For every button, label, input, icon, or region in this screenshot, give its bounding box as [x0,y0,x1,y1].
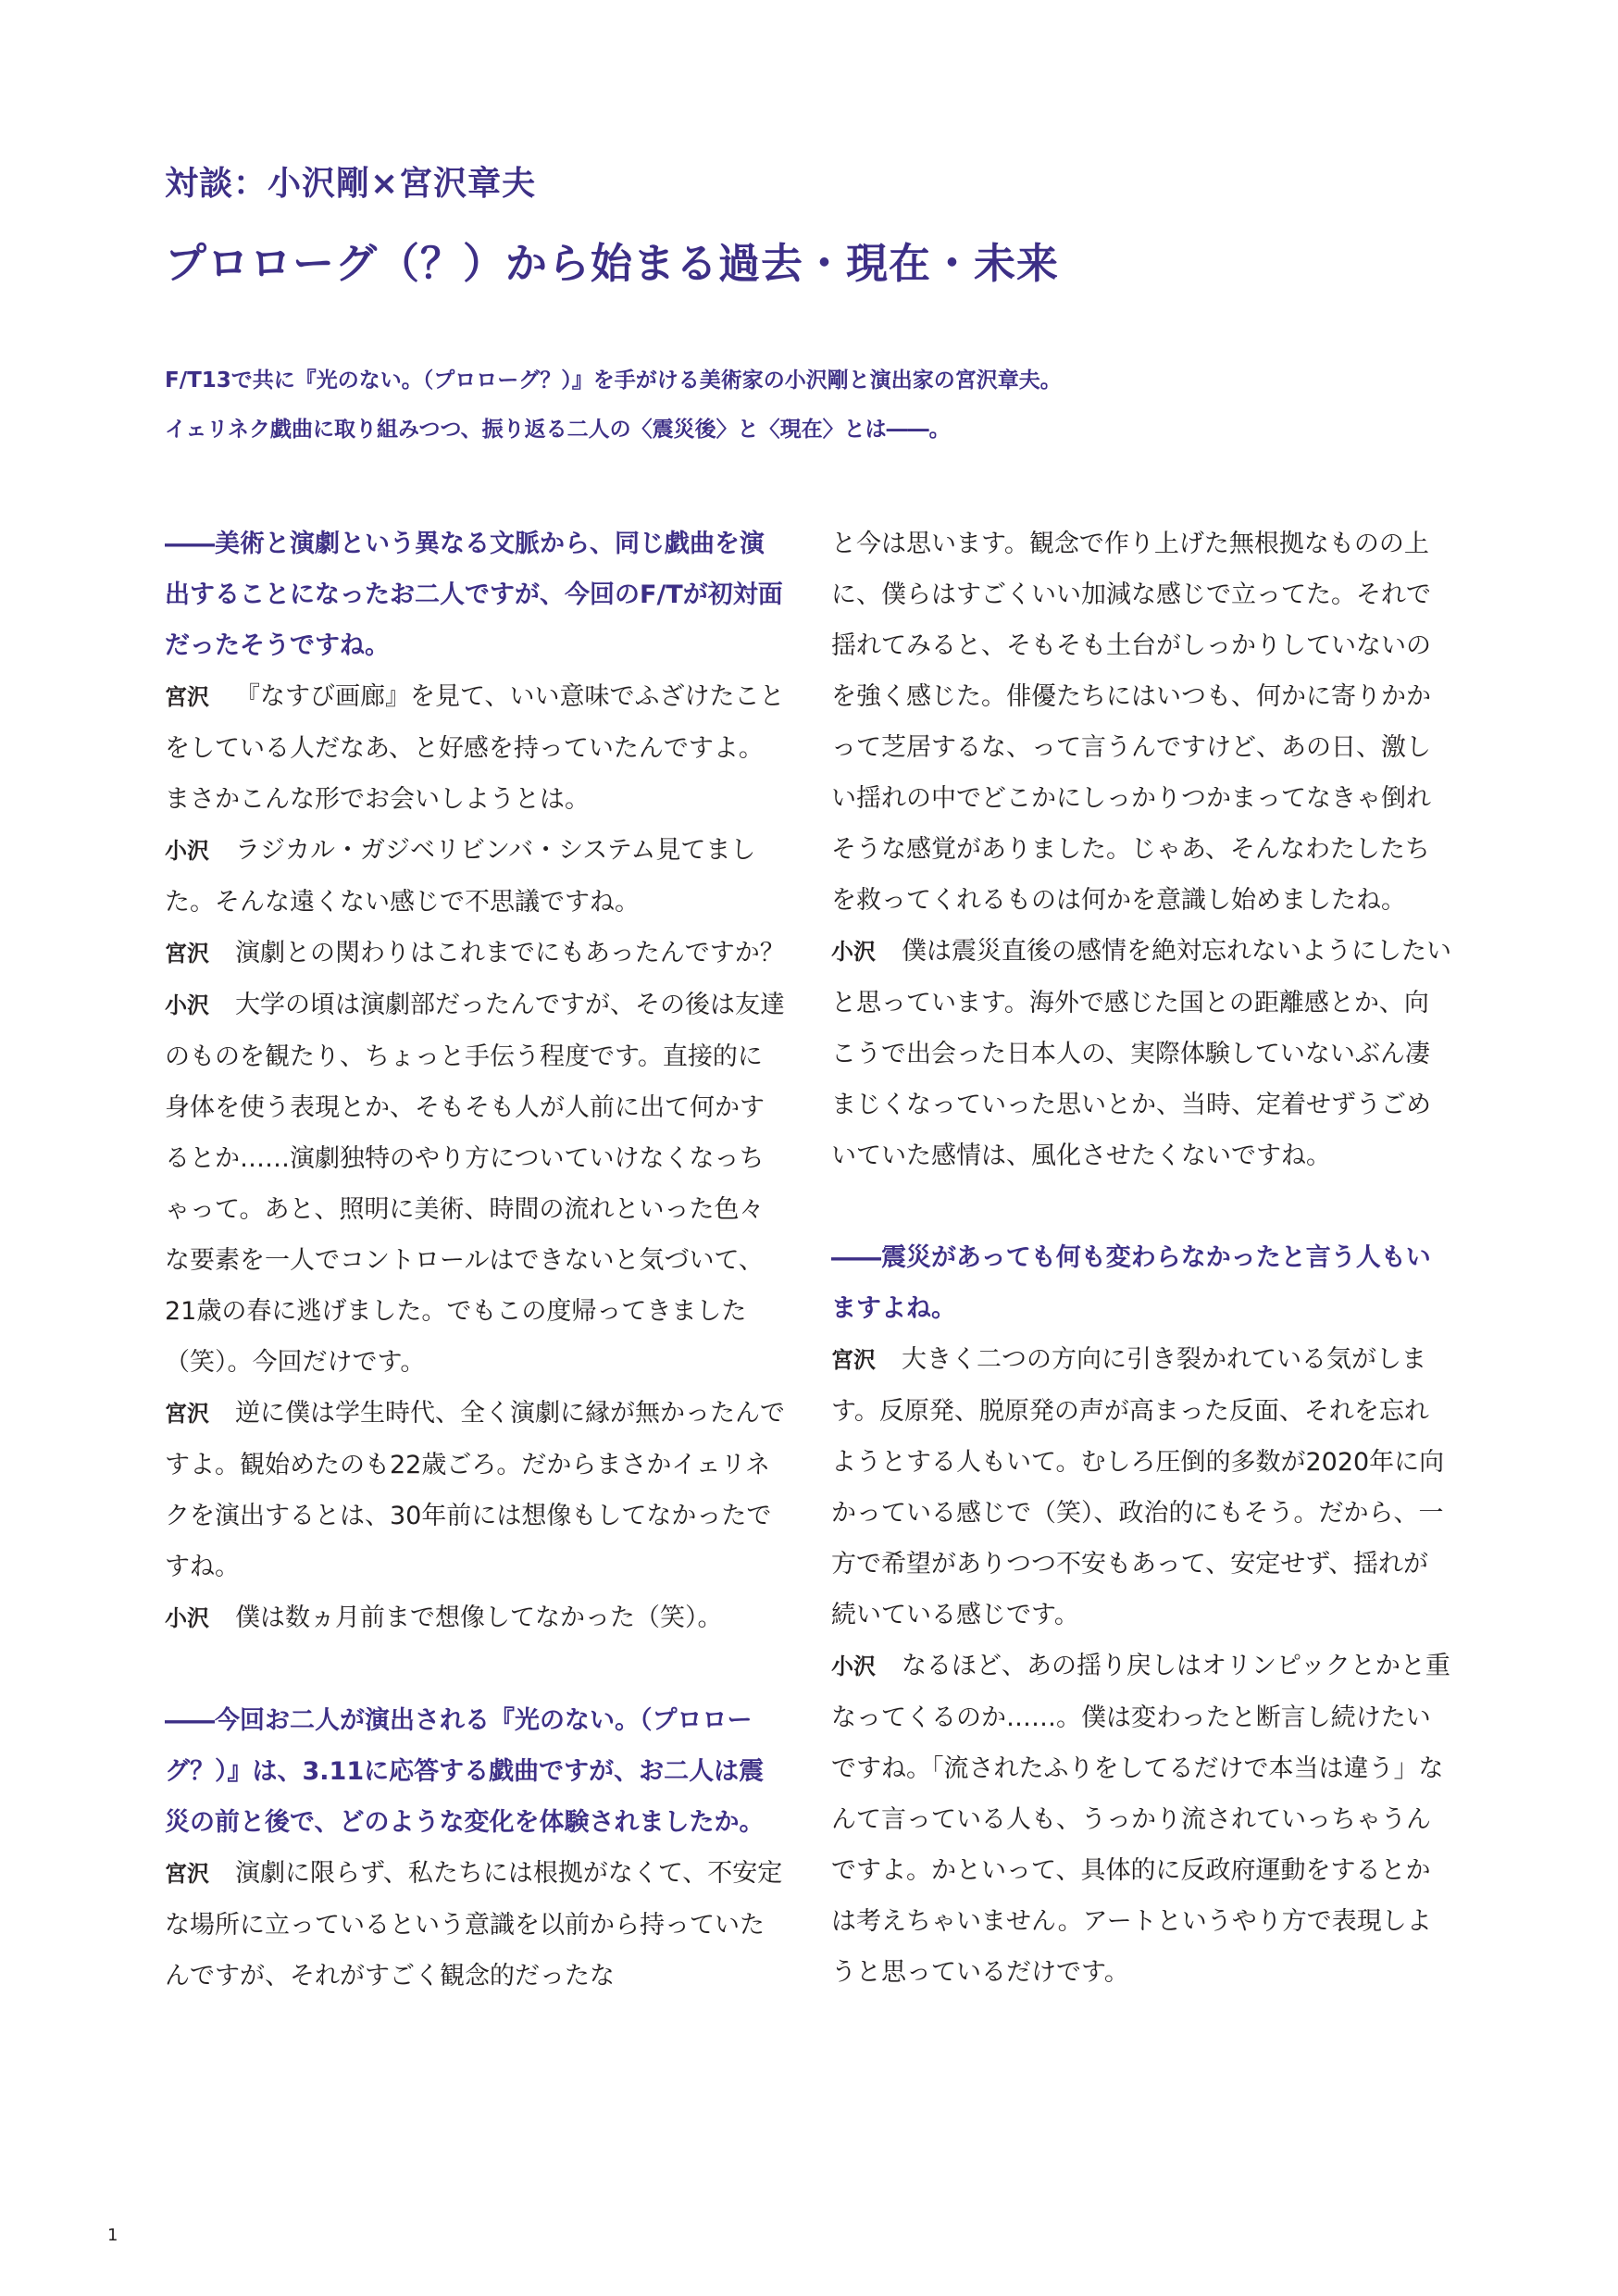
speaker-answer [831,926,1451,1181]
answer-text: 『なすび画廊』を見て、いい意味でふざけたことをしている人だなあ、と好感を持っていたんですよ。まさかこんな形でお会いしようとは。 [165,682,785,814]
speaker-answer [165,1388,785,1592]
paragraph-gap [831,1181,1451,1232]
speaker-name: 宮沢 [165,941,209,967]
lead-line: イェリネク戯曲に取り組みつつ、振り返る二人の〈震災後〉と〈現在〉とは――。 [165,418,951,442]
speaker-answer [831,518,1451,926]
speaker-answer [165,671,785,825]
answer-text: 僕は数ヵ月前まで想像してなかった（笑）。 [235,1603,723,1632]
speaker-answer [831,1641,1451,1998]
speaker-name: 小沢 [165,1605,209,1631]
answer-text: なるほど、あの揺り戻しはオリンピックとかと重なってくるのか……。僕は変わったと断言し続けたいですね。「流されたふりをしてるだけで本当は違う」なんて言っている人も、うっかり流されていっちゃうんですよ。かといって、具体的に反政府運動をするとかは考えちゃいません。アートというやり方で表現しようと思っているだけです。 [831,1652,1450,1987]
answer-text: と今は思います。観念で作り上げた無根拠なものの上に、僕らはすごくいい加減な感じで立ってた。それで揺れてみると、そもそも土台がしっかりしていないのを強く感じた。俳優たちにはいつも、何かに寄りかかって芝居するな、って言うんですけど、あの日、激しい揺れの中でどこかにしっかりつかまってなきゃ倒れそうな感覚がありました。じゃあ、そんなわたしたちを救ってくれるものは何かを意識し始めましたね。 [831,530,1431,915]
speaker-name: 小沢 [831,939,876,965]
speaker-name: 宮沢 [831,1347,876,1373]
speaker-answer [165,1592,785,1644]
answer-text: 大学の頃は演劇部だったんですが、その後は友達のものを観たり、ちょっと手伝う程度です。直接的に身体を使う表現とか、そもそも人が人前に出て何かするとか……演劇独特のやり方についていけなくなっちゃって。あと、照明に美術、時間の流れといった色々な要素を一人でコントロールはできないと気づいて、21歳の春に逃げました。でもこの度帰ってきました（笑）。今回だけです。 [165,991,785,1377]
answer-text: 逆に僕は学生時代、全く演劇に縁が無かったんですよ。観始めたのも22歳ごろ。だからまさかイェリネクを演出するとは、30年前には想像もしてなかったですね。 [165,1399,785,1581]
speaker-answer [831,1334,1451,1641]
speaker-name: 小沢 [165,838,209,864]
article-eyebrow: 対談：小沢剛×宮沢章夫 [165,165,537,203]
paragraph-gap [165,1644,785,1695]
interviewer-question: ――美術と演劇という異なる文脈から、同じ戯曲を演出することになったお二人ですが、今回のF/Tが初対面だったそうですね。 [165,530,783,660]
answer-text: 僕は震災直後の感情を絶対忘れないようにしたいと思っています。海外で感じた国との距離感とか、向こうで出会った日本人の、実際体験していないぶん凄まじくなっていった思いとか、当時、定着せずうごめいていた感情は、風化させたくないですね。 [831,937,1451,1170]
speaker-name: 小沢 [165,992,209,1018]
interviewer-question: ――今回お二人が演出される『光のない。（プロローグ？）』は、3.11に応答する戯曲ですが、お二人は震災の前と後で、どのような変化を体験されましたか。 [165,1706,765,1837]
speaker-name: 小沢 [831,1653,876,1679]
speaker-name: 宮沢 [165,1401,209,1427]
speaker-answer [165,1848,785,2002]
speaker-answer [165,825,785,928]
answer-text: 演劇との関わりはこれまでにもあったんですか？ [235,939,785,967]
speaker-answer [165,928,785,980]
answer-text: 大きく二つの方向に引き裂かれている気がします。反原発、脱原発の声が高まった反面、それを忘れようとする人もいて。むしろ圧倒的多数が2020年に向かっている感じで（笑）、政治的にもそう。だから、一方で希望がありつつ不安もあって、安定せず、揺れが続いている感じです。 [831,1345,1445,1629]
article-title: プロローグ（？）から始まる過去・現在・未来 [165,239,1060,288]
answer-text: 演劇に限らず、私たちには根拠がなくて、不安定な場所に立っているという意識を以前から持っていたんですが、それがすごく観念的だったな [165,1859,783,1990]
speaker-name: 宮沢 [165,1861,209,1887]
speaker-answer [165,980,785,1388]
right-column [831,518,1451,1998]
answer-text: ラジカル・ガジベリビンバ・システム見てました。そんな遠くない感じで不思議ですね。 [165,836,756,917]
lead-line: F/T13で共に『光のない。（プロローグ？）』を手がける美術家の小沢剛と演出家の宮沢章夫。 [165,368,1062,393]
lead-paragraph [165,356,1461,455]
page-number: 1 [107,2226,118,2245]
left-column [165,518,785,2002]
speaker-name: 宮沢 [165,684,209,710]
interviewer-question: ――震災があっても何も変わらなかったと言う人もいますよね。 [831,1243,1431,1323]
